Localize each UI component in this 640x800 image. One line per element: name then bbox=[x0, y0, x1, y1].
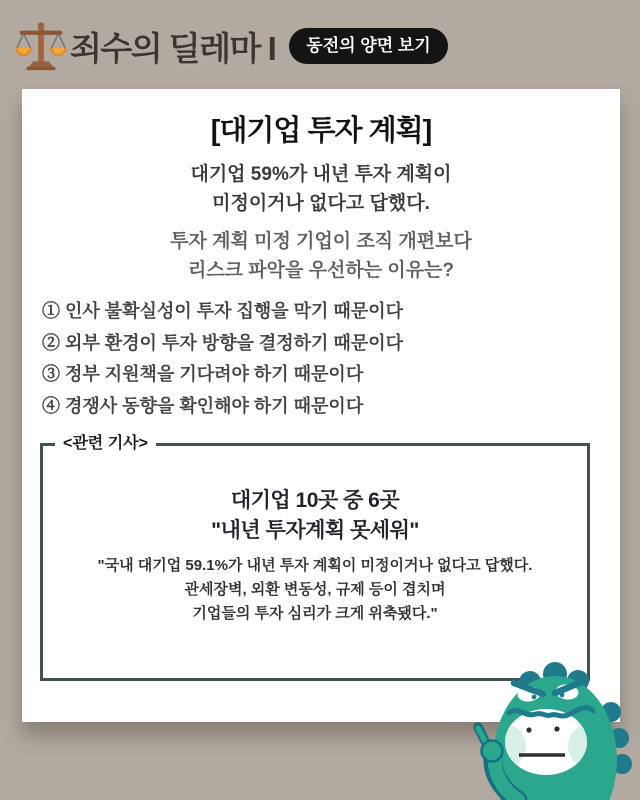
quiz-intro-line2: 미정이거나 없다고 답했다. bbox=[212, 193, 430, 215]
article-quote-line3: 기업들의 투자 심리가 크게 위축됐다." bbox=[192, 605, 438, 622]
article-quote-line2: 관세장벽, 외환 변동성, 규제 등이 겹치며 bbox=[184, 581, 446, 598]
subtitle-badge[interactable]: 동전의 양면 보기 bbox=[289, 28, 447, 64]
quiz-card bbox=[22, 89, 620, 722]
article-quote-line1: "국내 대기업 59.1%가 내년 투자 계획이 미정이거나 없다고 답했다. bbox=[97, 557, 533, 574]
article-headline bbox=[43, 486, 587, 547]
quiz-option-3[interactable]: ③ 정부 지원책을 기다려야 하기 때문이다 bbox=[42, 364, 364, 384]
quiz-intro-line1: 대기업 59%가 내년 투자 계획이 bbox=[190, 164, 452, 185]
quiz-question bbox=[22, 228, 620, 285]
quiz-options bbox=[42, 296, 602, 422]
quiz-option-4[interactable]: ④ 경쟁사 동향을 확인해야 하기 때문이다 bbox=[42, 395, 364, 416]
dragon-mascot-icon bbox=[462, 648, 640, 800]
quiz-question-line1: 투자 계획 미정 기업이 조직 개편보다 bbox=[170, 231, 472, 252]
quiz-option-2[interactable]: ② 외부 환경이 투자 방향을 결정하기 때문이다 bbox=[42, 332, 403, 353]
article-quote bbox=[43, 554, 587, 626]
app-title: 죄수의 딜레마 I bbox=[70, 29, 276, 67]
article-headline-line1: 대기업 10곳 중 6곳 bbox=[230, 489, 400, 512]
article-headline-line2: "내년 투자계획 못세워" bbox=[211, 519, 419, 543]
header bbox=[14, 16, 448, 76]
quiz-question-line2: 리스크 파악을 우선하는 이유는? bbox=[187, 259, 455, 281]
related-article-box bbox=[40, 435, 590, 681]
balance-scale-icon bbox=[14, 18, 68, 74]
quiz-title: [대기업 투자 계획] bbox=[210, 115, 432, 147]
related-article-label: <관련 기사> bbox=[55, 433, 156, 455]
quiz-option-1[interactable]: ① 인사 불확실성이 투자 집행을 막기 때문이다 bbox=[42, 301, 403, 321]
quiz-intro bbox=[22, 160, 620, 219]
